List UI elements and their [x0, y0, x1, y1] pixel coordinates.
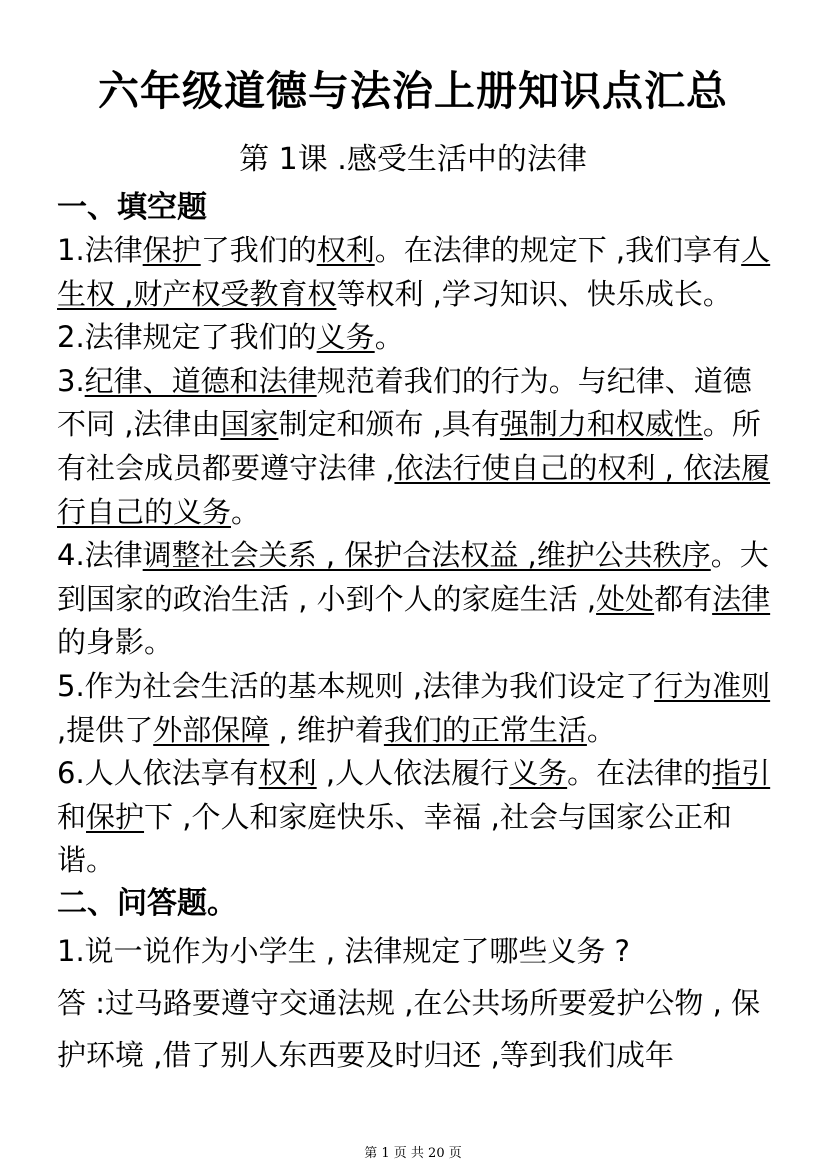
- answer-blank: 我们的正常生活: [383, 712, 587, 747]
- answer-blank: 外部保障: [153, 712, 270, 747]
- item-text: ,提供了: [57, 712, 154, 747]
- item-text: 6.人人依法享有: [57, 756, 259, 791]
- fill-in-item-4: [57, 534, 773, 665]
- item-text: 5.作为社会生活的基本规则 ,法律为我们设定了: [57, 668, 655, 703]
- answer-1: 答 :过马路要遵守交通法规 ,在公共场所要爱护公物 , 保护环境 ,借了别人东西要及时归还 ,等到我们成年: [57, 985, 761, 1072]
- section-heading-qa: 二、问答题。: [57, 885, 237, 921]
- fill-in-item-6: [57, 752, 773, 883]
- fill-in-item-1: [57, 229, 773, 316]
- item-text: 了我们的: [200, 233, 317, 267]
- fill-in-item-3: [57, 360, 773, 534]
- answer-blank: 义务: [509, 756, 568, 791]
- section-heading-fill-in: 一、填空题: [57, 190, 207, 225]
- answer-blank: 权利: [258, 756, 317, 791]
- answer-blank: 纪律、道德和法律: [84, 363, 317, 398]
- answer-blank: 保护: [142, 233, 201, 267]
- answer-blank: 强制力和权威性: [499, 407, 703, 442]
- item-text: 3.: [57, 363, 85, 398]
- item-text: 下 ,个人和家庭快乐、幸福 ,社会与国家公正和谐。: [57, 799, 732, 878]
- answer-blank: 人生权 ,财产权受教育权: [57, 233, 771, 311]
- question-1: 1.说一说作为小学生 , 法律规定了哪些义务 ?: [57, 933, 630, 968]
- document-body: [57, 187, 773, 1081]
- answer-blank: 处处: [596, 581, 655, 616]
- item-text: 。在法律的: [567, 756, 713, 791]
- answer-blank: 义务: [316, 320, 375, 355]
- item-text: 。在法律的规定下 ,我们享有: [374, 233, 742, 267]
- item-text: 。: [374, 320, 404, 355]
- lesson-title: 第 1课 .感受生活中的法律: [239, 142, 587, 177]
- fill-in-item-5: [57, 665, 773, 752]
- answer-blank: 调整社会关系 , 保护合法权益 ,维护公共秩序: [142, 538, 711, 573]
- item-text: 制定和颁布 ,具有: [278, 407, 500, 442]
- item-text: 2.法律规定了我们的: [57, 320, 317, 355]
- item-text: 。: [231, 494, 261, 529]
- answer-blank: 保护: [86, 799, 145, 834]
- answer-blank: 行为准则: [654, 668, 771, 703]
- answer-blank: 法律: [712, 581, 771, 616]
- item-text: 1.法律: [57, 233, 143, 267]
- item-text: 都有: [654, 581, 713, 616]
- item-text: 。大到国家的政治生活 , 小到个人的家庭生活 ,: [57, 538, 769, 616]
- page-footer: 第 1 页 共 20 页: [364, 1146, 462, 1161]
- item-text: 4.法律: [57, 538, 143, 573]
- answer-blank: 依法行使自己的权利 , 依法履行自己的义务: [57, 450, 771, 529]
- item-text: 规范着我们的行为。与纪律、道德不同 ,法律由: [57, 363, 752, 442]
- answer-blank: 指引: [712, 756, 771, 791]
- fill-in-item-2: [57, 316, 773, 360]
- item-text: ,人人依法履行: [316, 756, 510, 791]
- item-text: 等权利 ,学习知识、快乐成长。: [336, 276, 732, 311]
- document-title: 六年级道德与法治上册知识点汇总: [98, 67, 728, 115]
- item-text: 。所有社会成员都要遵守法律 ,: [57, 407, 761, 485]
- answer-blank: 权利: [316, 233, 375, 267]
- answer-blank: 国家: [220, 407, 279, 442]
- item-text: 和: [57, 799, 87, 834]
- item-text: 。: [586, 712, 616, 747]
- item-text: , 维护着: [269, 712, 384, 747]
- item-text: 的身影。: [57, 625, 174, 660]
